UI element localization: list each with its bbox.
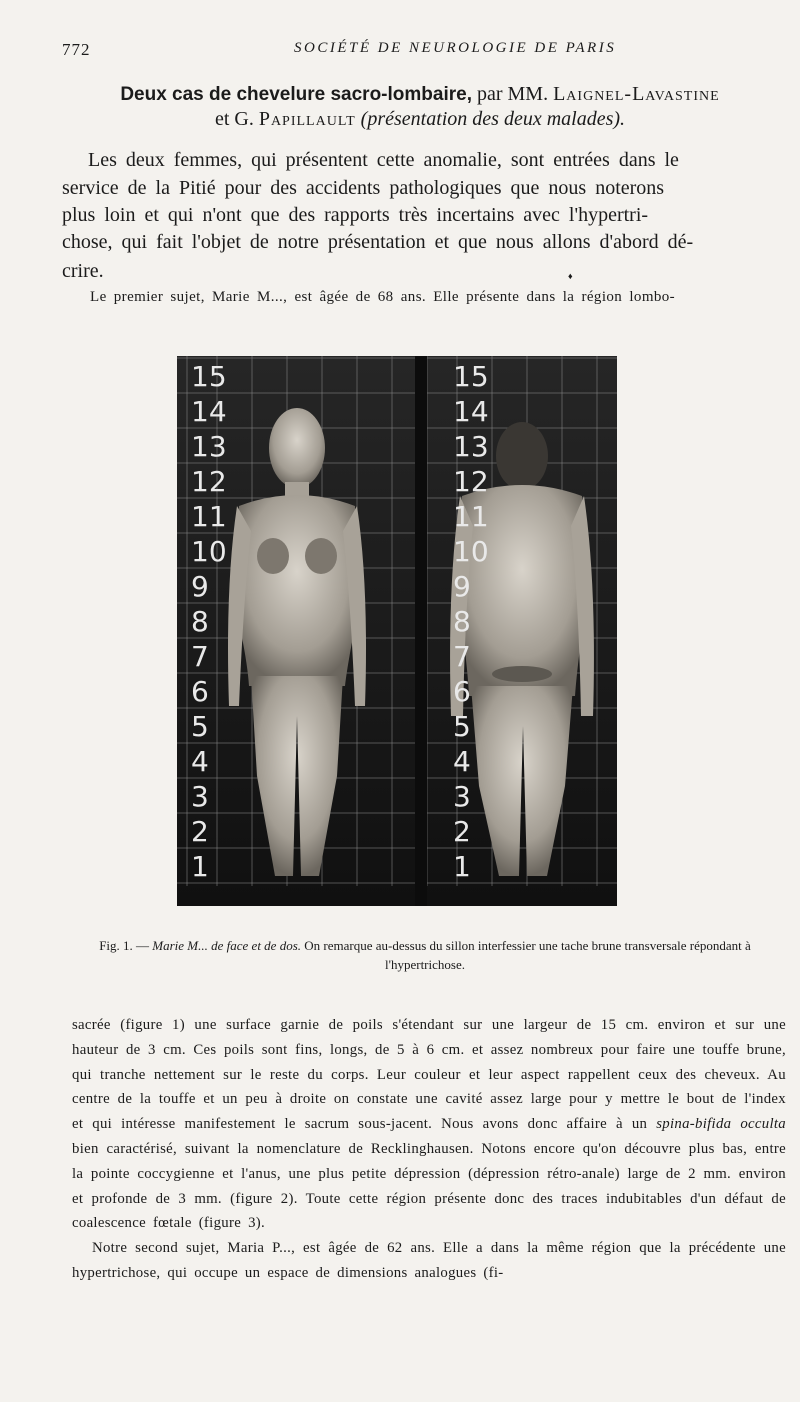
- page-number: 772: [62, 40, 91, 59]
- scale-number: 14: [453, 395, 489, 428]
- scale-number: 10: [191, 535, 227, 568]
- first-subject-line: Le premier sujet, Marie M..., est âgée de 68 ans. Elle présente dans la région lombo-: [90, 289, 676, 305]
- scale-number: 8: [191, 605, 209, 638]
- intro-line: service de la Pitié pour des accidents pathologiques que nous noterons: [62, 177, 665, 199]
- scale-number: 3: [453, 780, 471, 813]
- page-header: [62, 40, 762, 62]
- figure-caption: [85, 936, 765, 974]
- intro-line: crire.: [62, 260, 104, 282]
- scale-number: 9: [191, 570, 209, 603]
- scale-number: 11: [453, 500, 489, 533]
- scale-number: 7: [453, 640, 471, 673]
- spina-bifida-term: spina-bifida occulta: [656, 1116, 786, 1133]
- scale-number: 15: [453, 360, 489, 393]
- bullet-mark: ♦: [568, 271, 573, 281]
- scale-number: 4: [191, 745, 209, 778]
- scale-number: 5: [191, 710, 209, 743]
- caption-label: Fig. 1. —: [99, 938, 150, 953]
- author-2: Papillault: [258, 108, 356, 130]
- scale-number: 8: [453, 605, 471, 638]
- paragraph-1-part-a: sacrée (figure 1) une surface garnie de poils s'étendant sur une largeur de 15 cm. environ et sur une hauteur de 3 cm. Ces poils sont fins, longs, de 5 à 6 cm. et assez nombreux pour faire une touffe brune, qui tranche nettement sur le reste du corps. Leur couleur et leur aspect rappellent ceux des cheveux. Au centre de la touffe et un peu à droite on constate une cavité assez large pour y mettre le bout de l'index et qui intéresse manifestement le sacrum sous-jacent. Nous avons donc affaire à un: [72, 1017, 786, 1133]
- title-and: et G.: [214, 108, 254, 130]
- scale-number: 13: [191, 430, 227, 463]
- scale-number: 10: [453, 535, 489, 568]
- scale-number: 14: [191, 395, 227, 428]
- scale-number: 13: [453, 430, 489, 463]
- scale-number: 1: [191, 850, 209, 883]
- scale-number: 2: [191, 815, 209, 848]
- scale-number: 1: [453, 850, 471, 883]
- scale-number: 12: [191, 465, 227, 498]
- scale-number: 11: [191, 500, 227, 533]
- running-head: SOCIÉTÉ DE NEUROLOGIE DE PARIS: [294, 40, 617, 56]
- paragraph-1-part-b: bien caractérisé, suivant la nomenclature de Recklinghausen. Notons encore qu'on découvre plus bas, entre la pointe coccygienne et l'anus, une plus petite dépression (dépression rétro-anale) large de 2 mm. environ et profonde de 3 mm. (figure 2). Toute cette région présente donc des traces indubitables d'un défaut de coalescence fœtale (figure 3).: [72, 1140, 786, 1232]
- article-title: [60, 82, 780, 132]
- scale-number: 5: [453, 710, 471, 743]
- title-note: (présentation des deux malades).: [360, 108, 626, 130]
- figure-photograph: [177, 356, 617, 906]
- author-1: Laignel-Lavastine: [553, 83, 720, 105]
- intro-line: plus loin et qui n'ont que des rapports très incertains avec l'hypertri-: [62, 204, 649, 226]
- scale-number: 15: [191, 360, 227, 393]
- intro-line: Les deux femmes, qui présentent cette anomalie, sont entrées dans le: [88, 149, 679, 171]
- scale-number: 3: [191, 780, 209, 813]
- caption-text: On remarque au-dessus du sillon interfessier une tache brune transversale répondant à l'hypertrichose.: [304, 938, 751, 972]
- title-main: Deux cas de chevelure sacro-lombaire,: [120, 84, 472, 105]
- body-text: [72, 1013, 786, 1286]
- scale-number: 6: [453, 675, 471, 708]
- paragraph-1: [72, 1013, 786, 1236]
- scale-number: 9: [453, 570, 471, 603]
- scale-number: 2: [453, 815, 471, 848]
- title-by: par MM.: [476, 83, 549, 105]
- caption-subject: Marie M... de face et de dos.: [152, 938, 302, 953]
- scale-number: 12: [453, 465, 489, 498]
- intro-line: chose, qui fait l'objet de notre présentation et que nous allons d'abord dé-: [62, 231, 694, 253]
- scale-number: 7: [191, 640, 209, 673]
- scale-number: 4: [453, 745, 471, 778]
- paragraph-2: Notre second sujet, Maria P..., est âgée de 62 ans. Elle a dans la même région que la précédente une hypertrichose, qui occupe un espace de dimensions analogues (fi-: [72, 1240, 786, 1281]
- scale-number: 6: [191, 675, 209, 708]
